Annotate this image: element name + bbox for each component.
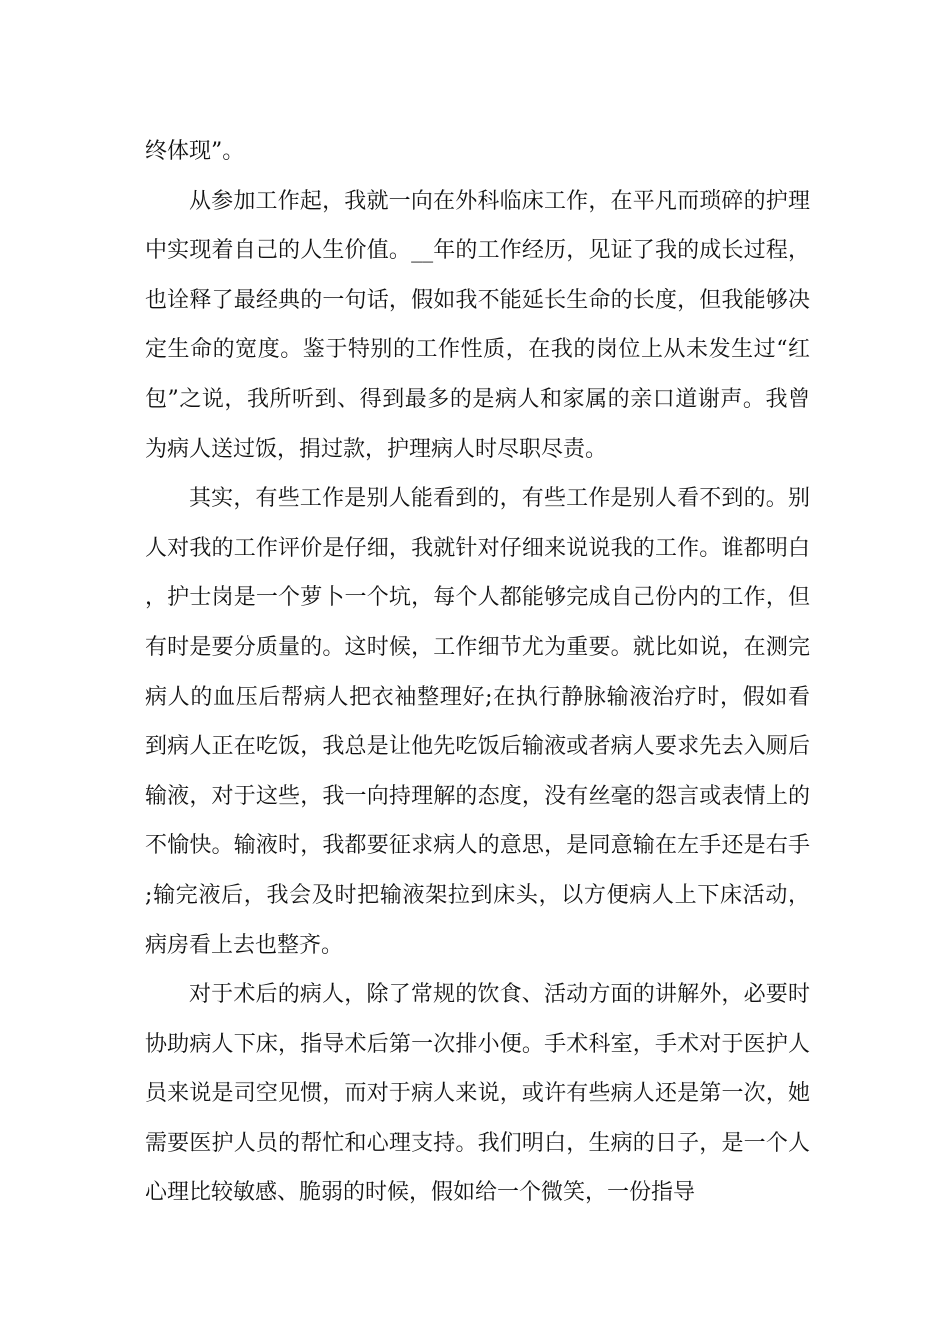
document-body — [145, 127, 810, 1218]
paragraph: 其实，有些工作是别人能看到的，有些工作是别人看不到的。别人对我的工作评价是仔细，我就针对仔细来说说我的工作。谁都明白，护士岗是一个萝卜一个坑，每个人都能够完成自己份内的工作，但有时是要分质量的。这时候，工作细节尤为重要。就比如说，在测完病人的血压后帮病人把衣袖整理好;在执行静脉输液治疗时，假如看到病人正在吃饭，我总是让他先吃饭后输液或者病人要求先去入厕后输液，对于这些，我一向持理解的态度，没有丝毫的怨言或表情上的不愉快。输液时，我都要征求病人的意思，是同意输在左手还是右手;输完液后，我会及时把输液架拉到床头，以方便病人上下床活动，病房看上去也整齐。 — [145, 486, 810, 958]
paragraph-continuation: 终体现”。 — [145, 139, 245, 164]
paragraph: 从参加工作起，我就一向在外科临床工作，在平凡而琐碎的护理中实现着自己的人生价值。__年的工作经历，见证了我的成长过程，也诠释了最经典的一句话，假如我不能延长生命的长度，但我能够决定生命的宽度。鉴于特别的工作性质，在我的岗位上从未发生过“红包”之说，我所听到、得到最多的是病人和家属的亲口道谢声。我曾为病人送过饭，捐过款，护理病人时尽职尽责。 — [145, 188, 810, 462]
paragraph: 对于术后的病人，除了常规的饮食、活动方面的讲解外，必要时协助病人下床，指导术后第一次排小便。手术科室，手术对于医护人员来说是司空见惯，而对于病人来说，或许有些病人还是第一次，她需要医护人员的帮忙和心理支持。我们明白，生病的日子，是一个人心理比较敏感、脆弱的时候，假如给一个微笑，一份指导 — [145, 982, 810, 1206]
